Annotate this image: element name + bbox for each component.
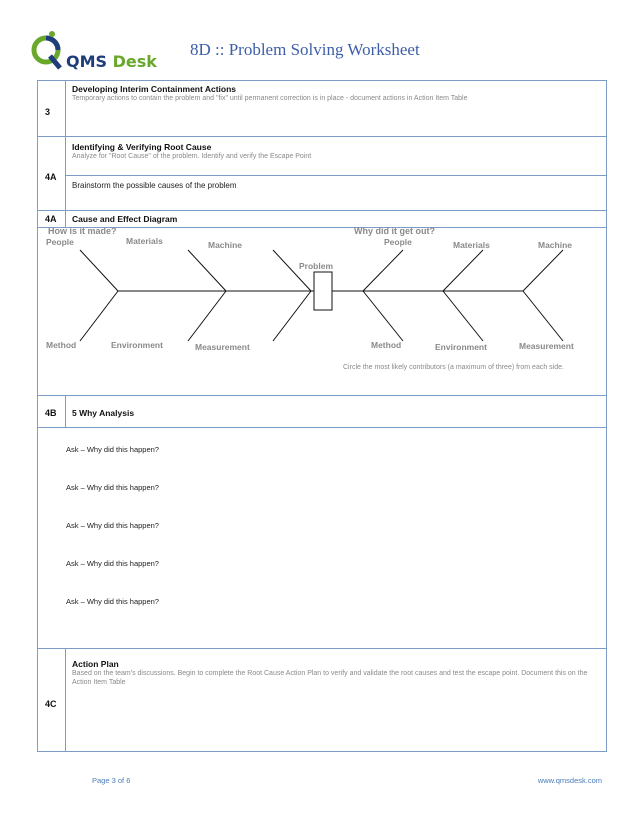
problem-box — [314, 272, 332, 310]
section-4c-number: 4C — [45, 699, 57, 709]
section-4a-number-cell — [38, 137, 66, 210]
worksheet-form — [37, 80, 607, 752]
section-4c-description: Based on the team's discussions. Begin to complete the Root Cause Action Plan to verify and validate the root causes and test the escape point. Document this on the Action Item Table — [72, 670, 588, 686]
section-4a-diagram-heading: Cause and Effect Diagram — [72, 214, 178, 224]
qms-desk-logo — [30, 28, 160, 78]
right-people-label[interactable]: People — [384, 237, 412, 247]
logo-qms-text: QMS — [66, 52, 108, 71]
right-machine-label[interactable]: Machine — [538, 240, 573, 250]
five-why-row — [38, 428, 606, 649]
section-3-number: 3 — [45, 107, 51, 117]
left-people-label[interactable]: People — [46, 237, 74, 247]
page-number: Page 3 of 6 — [92, 776, 131, 785]
why-5-field[interactable]: Ask – Why did this happen? — [66, 597, 159, 606]
left-question: How is it made? — [48, 226, 117, 236]
section-4a-row — [38, 137, 606, 211]
section-4c-number-cell — [38, 649, 66, 751]
section-4c-row — [38, 649, 606, 751]
section-4a-number: 4A — [45, 172, 57, 182]
right-materials-label[interactable]: Materials — [453, 240, 490, 250]
section-4a-diagram-heading-row — [38, 211, 606, 228]
fishbone-diagram-row — [38, 228, 606, 396]
logo-q-icon — [30, 28, 66, 74]
section-4c-heading: Action Plan — [72, 659, 119, 669]
section-4b-number-cell — [38, 396, 66, 427]
left-method-label[interactable]: Method — [46, 340, 77, 350]
left-materials-label[interactable]: Materials — [126, 236, 163, 246]
section-4a-description: Analyze for "Root Cause" of the problem. Identify and verify the Escape Point — [72, 153, 312, 160]
section-3-content[interactable] — [72, 84, 600, 103]
left-environment-label[interactable]: Environment — [111, 340, 163, 350]
right-environment-label[interactable]: Environment — [435, 342, 487, 352]
website-link[interactable]: www.qmsdesk.com — [537, 776, 602, 785]
section-4a-divider — [66, 175, 606, 176]
problem-label: Problem — [299, 261, 334, 271]
brainstorm-field[interactable]: Brainstorm the possible causes of the problem — [72, 181, 237, 190]
right-method-label[interactable]: Method — [371, 340, 402, 350]
why-2-field[interactable]: Ask – Why did this happen? — [66, 483, 159, 492]
section-3-description: Temporary actions to contain the problem and "fix" until permanent correction is in place - document actions in Action Item Table — [72, 95, 468, 102]
document-title: 8D :: Problem Solving Worksheet — [190, 40, 420, 59]
section-3-number-cell — [38, 81, 66, 136]
section-3-row — [38, 81, 606, 137]
why-1-field[interactable]: Ask – Why did this happen? — [66, 445, 159, 454]
why-3-field[interactable]: Ask – Why did this happen? — [66, 521, 159, 530]
section-4b-heading: 5 Why Analysis — [72, 408, 135, 418]
right-question: Why did it get out? — [354, 226, 435, 236]
section-4b-heading-row — [38, 396, 606, 428]
logo-wordmark — [66, 52, 157, 71]
section-4a-diagram-number-cell — [38, 211, 66, 227]
section-4a-heading: Identifying & Verifying Root Cause — [72, 142, 212, 152]
circle-contributors-note: Circle the most likely contributors (a maximum of three) from each side. — [343, 364, 564, 371]
right-measurement-label[interactable]: Measurement — [519, 341, 574, 351]
logo-desk-text: Desk — [112, 52, 157, 71]
section-4a-diagram-number: 4A — [45, 214, 57, 224]
section-4b-number: 4B — [45, 408, 57, 418]
left-measurement-label[interactable]: Measurement — [195, 342, 250, 352]
left-machine-label[interactable]: Machine — [208, 240, 243, 250]
section-4a-content — [72, 142, 600, 161]
section-3-heading: Developing Interim Containment Actions — [72, 84, 237, 94]
section-4c-content[interactable] — [72, 659, 600, 687]
why-4-field[interactable]: Ask – Why did this happen? — [66, 559, 159, 568]
